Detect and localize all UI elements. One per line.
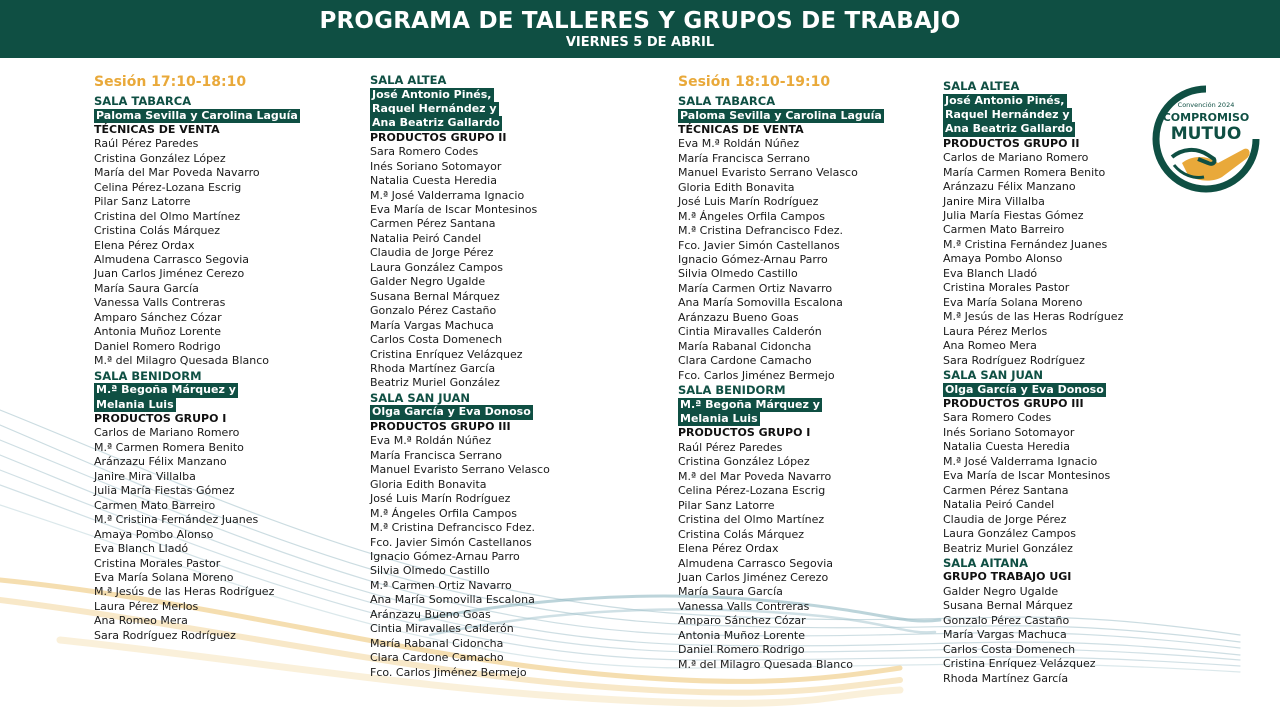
- attendee-name: M.ª Cristina Defrancisco Fdez.: [678, 224, 844, 238]
- attendee-name: Eva M.ª Roldán Núñez: [678, 137, 800, 151]
- attendee-list: [943, 411, 1148, 556]
- workshop-topic: PRODUCTOS GRUPO III: [370, 419, 511, 433]
- page-header: [0, 0, 1280, 58]
- attendee-name: M.ª Cristina Fernández Juanes: [943, 237, 1108, 251]
- column-session-2-b: [943, 79, 1148, 686]
- attendee-name: Eva María Solana Moreno: [94, 571, 234, 584]
- room-name: SALA AITANA: [943, 555, 1028, 570]
- attendee-name: María del Mar Poveda Navarro: [94, 166, 260, 180]
- attendee-name: Sara Romero Codes: [943, 411, 1052, 425]
- attendee-name: Eva Blanch Lladó: [943, 266, 1038, 280]
- attendee-name: Fco. Javier Simón Castellanos: [678, 238, 840, 252]
- attendee-name: Amparo Sánchez Cózar: [678, 614, 806, 628]
- attendee-name: Pilar Sanz Latorre: [678, 498, 775, 512]
- room-block: [678, 94, 933, 383]
- attendee-name: María Rabanal Cidoncha: [678, 339, 812, 353]
- attendee-name: Rhoda Martínez García: [370, 362, 496, 376]
- attendee-name: Gonzalo Pérez Castaño: [943, 613, 1070, 627]
- attendee-name: Natalia Peiró Candel: [370, 231, 482, 245]
- attendee-name: María Rabanal Cidoncha: [370, 636, 504, 650]
- attendee-name: Laura Pérez Merlos: [94, 599, 199, 613]
- attendee-list: [94, 137, 359, 368]
- attendee-name: Inés Soriano Sotomayor: [943, 425, 1075, 439]
- attendee-name: Sara Rodríguez Rodríguez: [94, 628, 236, 642]
- attendee-name: Claudia de Jorge Pérez: [943, 512, 1067, 526]
- room-name: SALA ALTEA: [370, 73, 447, 87]
- attendee-name: Cristina Colás Márquez: [678, 527, 805, 541]
- attendee-name: Eva Blanch Lladó: [94, 542, 189, 556]
- attendee-name: Julia María Fiestas Gómez: [94, 484, 235, 498]
- attendee-name: Cristina González López: [678, 455, 810, 469]
- logo-line1: COMPROMISO: [1162, 111, 1250, 124]
- attendee-list: [678, 441, 933, 672]
- attendee-name: María Francisca Serrano: [678, 151, 810, 165]
- attendee-name: Amaya Pombo Alonso: [943, 252, 1063, 266]
- attendee-name: Inés Soriano Sotomayor: [370, 159, 502, 173]
- attendee-name: María Vargas Machuca: [943, 628, 1067, 642]
- host-name: José Antonio Pinés,: [372, 87, 492, 101]
- room-block: [943, 368, 1148, 556]
- attendee-name: Silvia Olmedo Castillo: [678, 267, 798, 281]
- attendee-name: María Saura García: [94, 281, 199, 295]
- room-name: SALA TABARCA: [678, 94, 776, 108]
- attendee-name: Pilar Sanz Latorre: [94, 195, 191, 209]
- attendee-name: Ignacio Gómez-Arnau Parro: [678, 253, 828, 267]
- room-name: SALA TABARCA: [94, 94, 192, 108]
- attendee-name: Carlos Costa Domenech: [943, 642, 1076, 656]
- host-name: M.ª Begoña Márquez y: [96, 383, 236, 397]
- host-name: Paloma Sevilla y Carolina Laguía: [680, 108, 882, 122]
- attendee-name: M.ª Jesús de las Heras Rodríguez: [943, 310, 1124, 324]
- attendee-list: [943, 585, 1148, 686]
- attendee-name: Beatriz Muriel González: [370, 376, 500, 390]
- attendee-name: Cristina Colás Márquez: [94, 224, 221, 238]
- attendee-name: Vanessa Valls Contreras: [678, 599, 810, 613]
- attendee-name: Almudena Carrasco Segovia: [94, 253, 250, 267]
- attendee-name: Vanessa Valls Contreras: [94, 296, 226, 310]
- attendee-name: Cristina del Olmo Martínez: [94, 209, 241, 223]
- attendee-name: Clara Cardone Camacho: [678, 354, 812, 368]
- attendee-name: Carmen Pérez Santana: [370, 217, 496, 231]
- attendee-name: Carmen Mato Barreiro: [943, 223, 1065, 237]
- session-time: Sesión 17:10-18:10: [94, 74, 247, 90]
- attendee-name: Raúl Pérez Paredes: [94, 137, 199, 151]
- workshop-topic: PRODUCTOS GRUPO II: [370, 130, 507, 144]
- attendee-name: M.ª Carmen Ortiz Navarro: [370, 578, 512, 592]
- attendee-list: [94, 426, 359, 643]
- attendee-name: Aránzazu Félix Manzano: [94, 455, 227, 469]
- attendee-name: Juan Carlos Jiménez Cerezo: [678, 571, 829, 584]
- attendee-name: M.ª del Milagro Quesada Blanco: [678, 657, 853, 671]
- attendee-name: Ana María Somovilla Escalona: [678, 296, 843, 310]
- room-block: [94, 94, 359, 369]
- workshop-topic: GRUPO TRABAJO UGI: [943, 570, 1072, 584]
- attendee-name: Daniel Romero Rodrigo: [94, 339, 221, 353]
- column-session-1-b: [370, 73, 660, 680]
- host-name: Melania Luis: [680, 412, 758, 426]
- attendee-name: Sara Rodríguez Rodríguez: [943, 353, 1085, 367]
- attendee-name: M.ª del Mar Poveda Navarro: [678, 469, 832, 483]
- room-block: [678, 383, 933, 672]
- attendee-name: María Carmen Romera Benito: [943, 165, 1106, 179]
- attendee-name: Natalia Cuesta Heredia: [370, 174, 497, 188]
- attendee-name: M.ª Jesús de las Heras Rodríguez: [94, 585, 275, 599]
- attendee-name: Ana María Somovilla Escalona: [370, 593, 535, 607]
- host-name: Raquel Hernández y: [372, 101, 497, 115]
- attendee-name: Sara Romero Codes: [370, 145, 479, 159]
- attendee-list: [943, 151, 1148, 368]
- logo-line2: MUTUO: [1170, 124, 1242, 144]
- attendee-name: M.ª Cristina Defrancisco Fdez.: [370, 521, 536, 535]
- attendee-name: Eva M.ª Roldán Núñez: [370, 434, 492, 448]
- host-name: Raquel Hernández y: [945, 107, 1070, 121]
- attendee-name: Galder Negro Ugalde: [370, 275, 486, 289]
- room-name: SALA SAN JUAN: [370, 390, 471, 405]
- attendee-name: Carlos de Mariano Romero: [94, 426, 240, 440]
- attendee-name: M.ª José Valderrama Ignacio: [370, 188, 525, 202]
- host-name: M.ª Begoña Márquez y: [680, 397, 820, 411]
- attendee-name: Susana Bernal Márquez: [370, 289, 500, 303]
- attendee-name: Elena Pérez Ordax: [94, 238, 195, 252]
- room-block: [943, 79, 1148, 368]
- attendee-name: Ana Romeo Mera: [94, 614, 188, 628]
- attendee-list: [370, 145, 660, 391]
- attendee-name: Cristina Enríquez Velázquez: [370, 347, 523, 361]
- room-name: SALA ALTEA: [943, 79, 1020, 93]
- attendee-name: Carlos Costa Domenech: [370, 333, 503, 347]
- attendee-name: Silvia Olmedo Castillo: [370, 564, 490, 578]
- attendee-name: Susana Bernal Márquez: [943, 599, 1073, 613]
- room-block: [370, 73, 660, 391]
- attendee-name: Cristina Morales Pastor: [94, 556, 221, 570]
- host-name: Melania Luis: [96, 397, 174, 411]
- attendee-name: Daniel Romero Rodrigo: [678, 643, 805, 657]
- workshop-topic: PRODUCTOS GRUPO III: [943, 396, 1084, 410]
- attendee-name: Antonia Muñoz Lorente: [678, 628, 806, 642]
- attendee-name: Clara Cardone Camacho: [370, 651, 504, 665]
- attendee-list: [370, 434, 660, 680]
- attendee-name: Beatriz Muriel González: [943, 541, 1073, 555]
- column-session-1: [94, 73, 359, 643]
- attendee-name: Gloria Edith Bonavita: [370, 477, 487, 491]
- attendee-name: Gloria Edith Bonavita: [678, 180, 795, 194]
- attendee-name: Ignacio Gómez-Arnau Parro: [370, 549, 520, 563]
- attendee-name: Laura González Campos: [943, 527, 1077, 541]
- room-block: [370, 391, 660, 680]
- attendee-name: Amaya Pombo Alonso: [94, 527, 214, 541]
- attendee-name: Julia María Fiestas Gómez: [943, 209, 1084, 223]
- workshop-topic: PRODUCTOS GRUPO II: [943, 136, 1080, 150]
- attendee-name: Laura González Campos: [370, 260, 504, 274]
- host-name: Olga García y Eva Donoso: [372, 405, 531, 419]
- attendee-name: Cristina González López: [94, 151, 226, 165]
- attendee-name: Cristina del Olmo Martínez: [678, 513, 825, 527]
- attendee-name: M.ª Carmen Romera Benito: [94, 440, 244, 454]
- attendee-name: Aránzazu Bueno Goas: [370, 607, 491, 621]
- attendee-name: Eva María Solana Moreno: [943, 295, 1083, 309]
- attendee-name: Galder Negro Ugalde: [943, 584, 1059, 598]
- attendee-name: Ana Romeo Mera: [943, 339, 1037, 353]
- attendee-name: Aránzazu Bueno Goas: [678, 310, 799, 324]
- workshop-topic: TÉCNICAS DE VENTA: [678, 122, 804, 136]
- attendee-name: Elena Pérez Ordax: [678, 542, 779, 556]
- attendee-name: Carlos de Mariano Romero: [943, 151, 1089, 165]
- attendee-name: M.ª Ángeles Orfila Campos: [678, 209, 825, 223]
- attendee-name: Almudena Carrasco Segovia: [678, 556, 834, 570]
- attendee-name: Raúl Pérez Paredes: [678, 440, 783, 454]
- attendee-name: M.ª Ángeles Orfila Campos: [370, 506, 517, 520]
- attendee-name: Claudia de Jorge Pérez: [370, 246, 494, 260]
- attendee-name: José Luis Marín Rodríguez: [678, 195, 819, 209]
- attendee-name: María Francisca Serrano: [370, 448, 502, 462]
- attendee-name: María Saura García: [678, 585, 783, 599]
- attendee-name: Eva María de Iscar Montesinos: [943, 469, 1111, 483]
- attendee-name: Natalia Cuesta Heredia: [943, 440, 1070, 454]
- attendee-name: Carmen Mato Barreiro: [94, 498, 216, 512]
- attendee-name: Manuel Evaristo Serrano Velasco: [678, 166, 858, 180]
- room-block: [943, 556, 1148, 686]
- attendee-name: Aránzazu Félix Manzano: [943, 180, 1076, 194]
- attendee-name: Cristina Enríquez Velázquez: [943, 657, 1096, 671]
- attendee-name: Cintia Miravalles Calderón: [678, 325, 822, 339]
- host-name: Ana Beatriz Gallardo: [945, 122, 1073, 136]
- attendee-name: M.ª del Milagro Quesada Blanco: [94, 354, 269, 368]
- compromiso-mutuo-logo: [1152, 85, 1260, 193]
- attendee-name: Fco. Carlos Jiménez Bermejo: [678, 368, 835, 382]
- attendee-name: Celina Pérez-Lozana Escrig: [678, 484, 826, 498]
- attendee-name: Celina Pérez-Lozana Escrig: [94, 180, 242, 194]
- attendee-name: Fco. Carlos Jiménez Bermejo: [370, 665, 527, 679]
- host-name: Paloma Sevilla y Carolina Laguía: [96, 108, 298, 122]
- attendee-name: José Luis Marín Rodríguez: [370, 492, 511, 506]
- attendee-name: Natalia Peiró Candel: [943, 498, 1055, 512]
- host-name: Ana Beatriz Gallardo: [372, 116, 500, 130]
- room-block: [94, 369, 359, 644]
- attendee-list: [678, 137, 933, 383]
- attendee-name: M.ª José Valderrama Ignacio: [943, 454, 1098, 468]
- column-session-2: [678, 73, 933, 672]
- attendee-name: María Vargas Machuca: [370, 318, 494, 332]
- attendee-name: María Carmen Ortiz Navarro: [678, 281, 833, 295]
- attendee-name: Janire Mira Villalba: [943, 194, 1045, 208]
- workshop-topic: PRODUCTOS GRUPO I: [678, 426, 811, 440]
- room-name: SALA BENIDORM: [678, 383, 786, 398]
- attendee-name: Amparo Sánchez Cózar: [94, 310, 222, 324]
- attendee-name: Juan Carlos Jiménez Cerezo: [94, 267, 245, 281]
- attendee-name: Antonia Muñoz Lorente: [94, 325, 222, 339]
- attendee-name: Manuel Evaristo Serrano Velasco: [370, 463, 550, 477]
- attendee-name: Eva María de Iscar Montesinos: [370, 203, 538, 217]
- session-time: Sesión 18:10-19:10: [678, 74, 831, 90]
- room-name: SALA BENIDORM: [94, 368, 202, 383]
- page-date: VIERNES 5 DE ABRIL: [565, 35, 715, 50]
- attendee-name: Carmen Pérez Santana: [943, 483, 1069, 497]
- attendee-name: Laura Pérez Merlos: [943, 324, 1048, 338]
- attendee-name: Gonzalo Pérez Castaño: [370, 304, 497, 318]
- host-name: Olga García y Eva Donoso: [945, 382, 1104, 396]
- attendee-name: Cristina Morales Pastor: [943, 281, 1070, 295]
- attendee-name: M.ª Cristina Fernández Juanes: [94, 513, 259, 527]
- room-name: SALA SAN JUAN: [943, 368, 1044, 383]
- workshop-topic: TÉCNICAS DE VENTA: [94, 122, 220, 136]
- workshop-topic: PRODUCTOS GRUPO I: [94, 411, 227, 425]
- host-name: José Antonio Pinés,: [945, 93, 1065, 107]
- attendee-name: Cintia Miravalles Calderón: [370, 622, 514, 636]
- attendee-name: Rhoda Martínez García: [943, 671, 1069, 685]
- attendee-name: Janire Mira Villalba: [94, 469, 196, 483]
- page-title: PROGRAMA DE TALLERES Y GRUPOS DE TRABAJO: [319, 8, 961, 34]
- logo-top-text: Convención 2024: [1177, 101, 1235, 109]
- attendee-name: Fco. Javier Simón Castellanos: [370, 535, 532, 549]
